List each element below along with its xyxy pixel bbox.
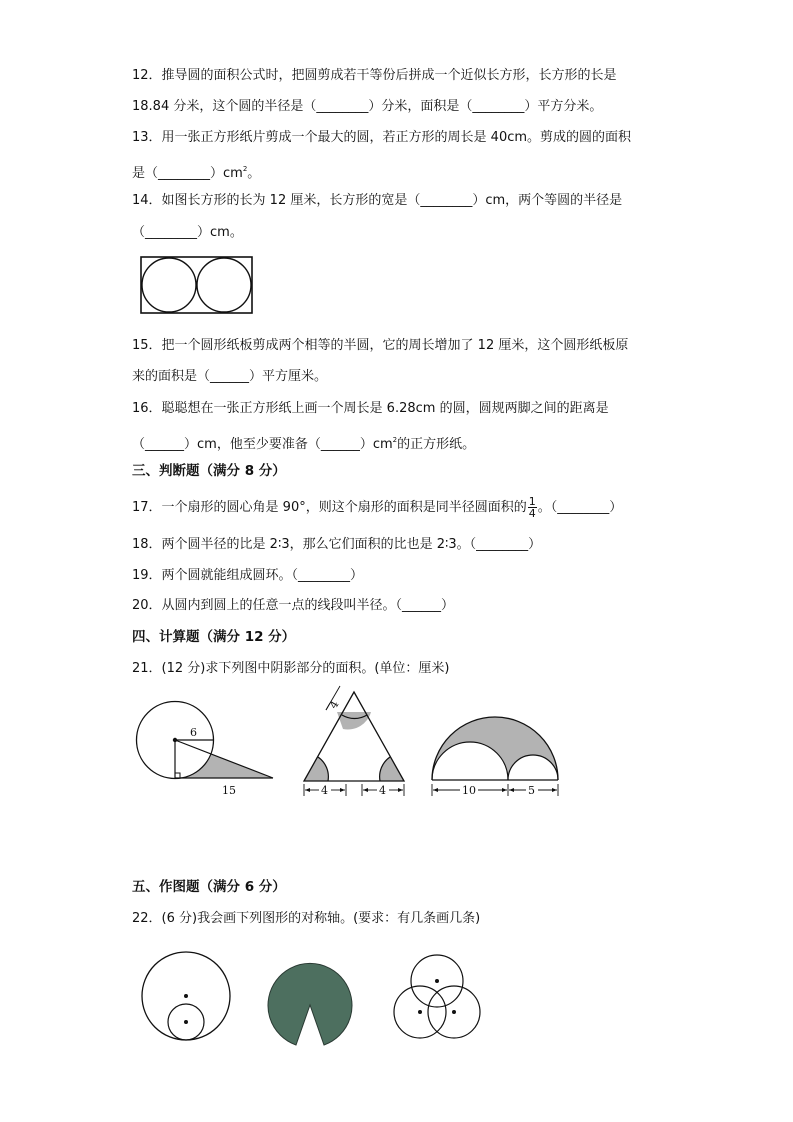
- q21-fig2-side-label: 4: [326, 698, 342, 711]
- q13-blank-area[interactable]: ________: [158, 166, 211, 181]
- q15-blank-area[interactable]: ______: [210, 369, 250, 384]
- q21-fig1-base-label: 15: [222, 784, 236, 797]
- q12-blank-area[interactable]: ________: [472, 99, 525, 114]
- q14-rectangle-two-circles-figure: [140, 256, 254, 314]
- q18-blank[interactable]: ________: [476, 537, 529, 552]
- section-4-title: 四、计算题（满分 12 分）: [132, 629, 296, 645]
- q15-line2: 来的面积是（______）平方厘米。: [132, 369, 328, 384]
- q21-fig3-right-label: 5: [528, 784, 535, 797]
- q13-line2: 是$(\_\_\_\_\_\_\_\_)cm^2$。: [132, 165, 261, 181]
- q22-figure-2-sector: [268, 963, 352, 1047]
- q21-fig3-left-label: 10: [462, 784, 476, 797]
- q19-line: 19．两个圆就能组成圆环。（________）: [132, 568, 364, 583]
- q16-line1: 16．聪聪想在一张正方形纸上画一个周长是 6.28cm 的圆，圆规两脚之间的距离是: [132, 401, 609, 416]
- q17-line: 17．一个扇形的圆心角是 90°，则这个扇形的面积是同半径圆面积的 $\frac{1}{4}$ 。（________）: [132, 495, 623, 520]
- q19-blank[interactable]: ________: [298, 568, 351, 583]
- q17-fraction: $\frac{1}{4}$: [528, 495, 536, 520]
- q22-figure-1-inner-circle: [140, 950, 232, 1042]
- q21-line: 21．(12 分)求下列图中阴影部分的面积。(单位：厘米): [132, 661, 450, 676]
- q12-line1: 12．推导圆的面积公式时，把圆剪成若干等份后拼成一个近似长方形，长方形的长是: [132, 68, 617, 83]
- q18-line: 18．两个圆半径的比是 2∶3，那么它们面积的比也是 2∶3。（________）: [132, 537, 542, 552]
- q16-blank-square-area[interactable]: ______: [320, 437, 360, 452]
- q21-fig2-left-label: 4: [321, 784, 328, 797]
- q21-figure-1-circle-triangle: [136, 700, 281, 800]
- q14-blank-width[interactable]: ________: [420, 193, 473, 208]
- q22-figure-3-three-circles: [390, 953, 500, 1043]
- q14-line2: （________）cm。: [132, 225, 243, 240]
- q21-figure-3-semicircles: [428, 710, 562, 800]
- section-3-title: 三、判断题（满分 8 分）: [132, 463, 286, 479]
- q16-blank-distance[interactable]: ______: [145, 437, 185, 452]
- q14-line1: 14．如图长方形的长为 12 厘米，长方形的宽是（________）cm，两个等圆的半径是: [132, 193, 623, 208]
- q14-blank-radius[interactable]: ________: [145, 225, 198, 240]
- q20-blank[interactable]: ______: [402, 598, 442, 613]
- q13-line1: 13．用一张正方形纸片剪成一个最大的圆，若正方形的周长是 40cm。剪成的圆的面积: [132, 130, 632, 145]
- q12-blank-radius[interactable]: ________: [316, 99, 369, 114]
- q22-line: 22．(6 分)我会画下列图形的对称轴。(要求：有几条画几条): [132, 911, 481, 926]
- q21-fig2-right-label: 4: [379, 784, 386, 797]
- q17-blank[interactable]: ________: [557, 500, 610, 515]
- q12-line2: 18.84 分米，这个圆的半径是（________）分米，面积是（________）平方分米。: [132, 99, 603, 114]
- q15-line1: 15．把一个圆形纸板剪成两个相等的半圆，它的周长增加了 12 厘米，这个圆形纸板原: [132, 338, 629, 353]
- q16-line2: （______）cm，他至少要准备$(\_\_\_\_\_\_)cm^2$的正方形纸。: [132, 436, 476, 452]
- q20-line: 20．从圆内到圆上的任意一点的线段叫半径。（______）: [132, 598, 455, 613]
- section-5-title: 五、作图题（满分 6 分）: [132, 879, 286, 895]
- q21-fig1-radius-label: 6: [190, 726, 197, 739]
- q21-figure-2-triangle-sectors: [296, 692, 416, 802]
